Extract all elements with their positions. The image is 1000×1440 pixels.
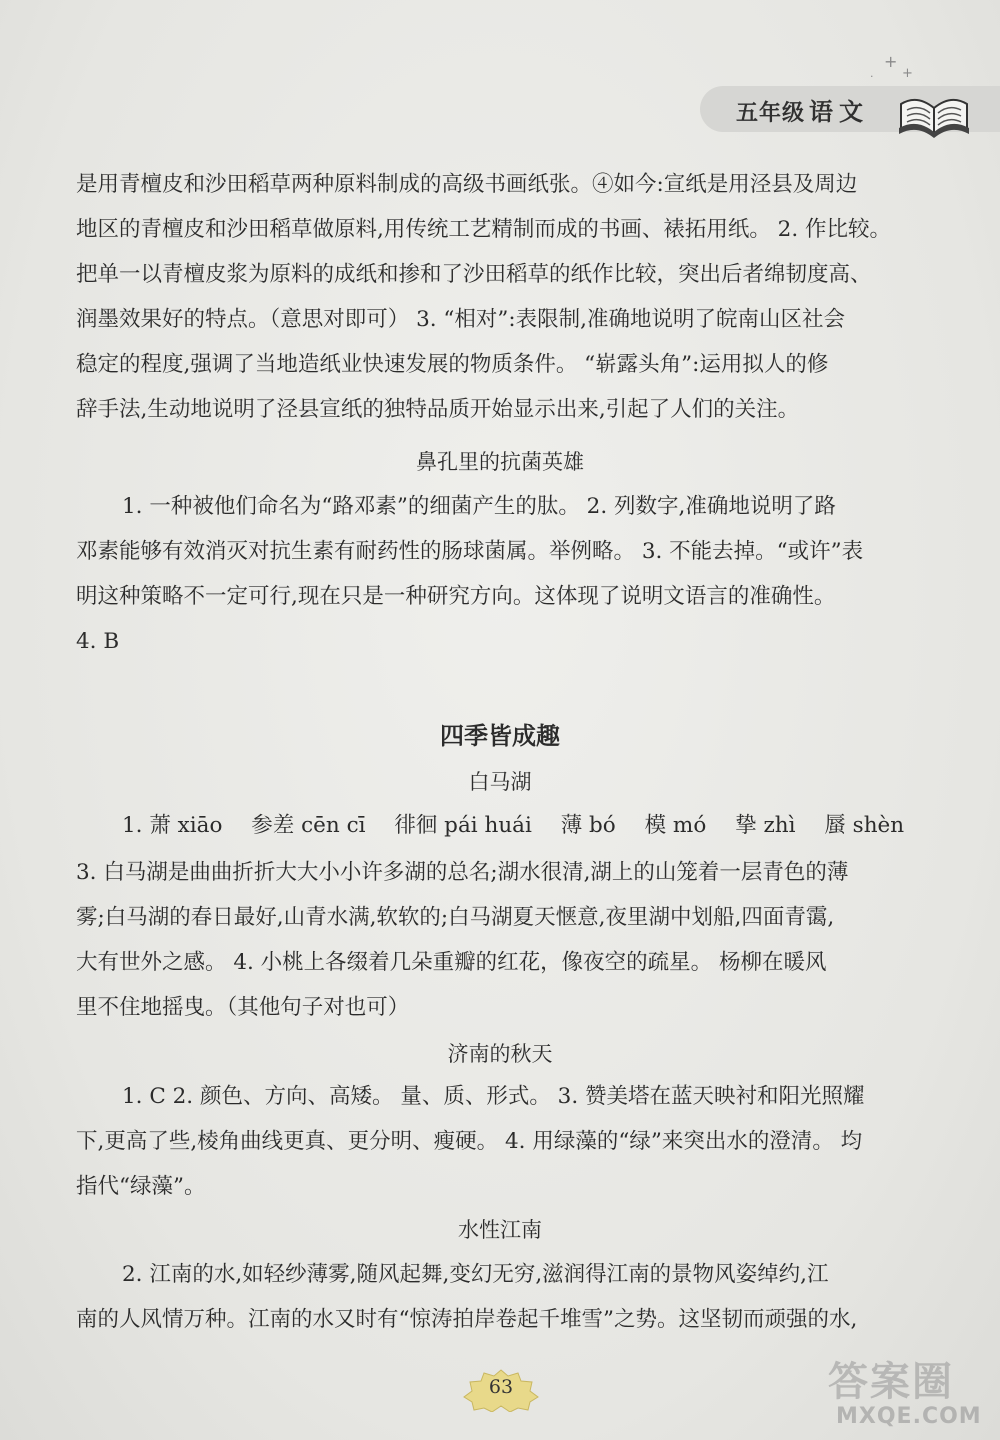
answer-block-baimahu: [76, 850, 926, 1030]
header-title: [736, 92, 869, 127]
watermark-url: MXQE.COM: [836, 1404, 982, 1429]
answer-block-bikong: [76, 484, 926, 664]
section-heading: 水性江南: [458, 1218, 542, 1242]
pinyin-item: 徘徊 pái huái: [394, 813, 532, 838]
text-line: 3. 白马湖是曲曲折折大大小小许多湖的总名;湖水很清,湖上的山笼着一层青色的薄: [76, 860, 849, 885]
text-line: 南的人风情万种。江南的水又时有“惊涛拍岸卷起千堆雪”之势。这坚韧而顽强的水,: [76, 1307, 858, 1332]
pinyin-item: 模 mó: [644, 813, 707, 838]
text-line: 1. C 2. 颜色、方向、高矮。 量、质、形式。 3. 赞美塔在蓝天映衬和阳光照耀: [122, 1084, 865, 1109]
header-subject: 语文: [809, 98, 870, 126]
text-line: 润墨效果好的特点。（意思对即可） 3. “相对”:表限制,准确地说明了皖南山区社会: [76, 307, 845, 332]
pinyin-answers: [76, 806, 926, 846]
answer-block-xuanzhi: [76, 162, 926, 432]
sparkle-icon: +: [884, 52, 898, 71]
text-line: 是用青檀皮和沙田稻草两种原料制成的高级书画纸张。④如今:宣纸是用泾县及周边: [76, 172, 858, 197]
text-line: 邓素能够有效消灭对抗生素有耐药性的肠球菌属。举例略。 3. 不能去掉。“或许”表: [76, 539, 864, 564]
answer-block-shuixing: [76, 1252, 926, 1342]
text-line: 把单一以青檀皮浆为原料的成纸和掺和了沙田稻草的纸作比较，突出后者绵韧度高、: [76, 262, 872, 287]
pinyin-item: 参差 cēn cī: [251, 813, 366, 838]
text-line: 2. 江南的水,如轻纱薄雾,随风起舞,变幻无穷,滋润得江南的景物风姿绰约,江: [122, 1262, 829, 1287]
pinyin-item: 挚 zhì: [735, 813, 796, 838]
text-line: 里不住地摇曳。（其他句子对也可）: [76, 995, 410, 1020]
text-line: 指代“绿藻”。: [76, 1174, 206, 1199]
text-line: 辞手法,生动地说明了泾县宣纸的独特品质开始显示出来,引起了人们的关注。: [76, 397, 800, 422]
text-line: 地区的青檀皮和沙田稻草做原料,用传统工艺精制而成的书画、裱拓用纸。 2. 作比较。: [76, 217, 892, 242]
page-number: 63: [488, 1376, 514, 1398]
section-heading: 济南的秋天: [447, 1042, 553, 1066]
text-line: 大有世外之感。 4. 小桃上各缀着几朵重瓣的红花，像夜空的疏星。 杨柳在暖风: [76, 950, 827, 975]
sparkle-icon: ·: [870, 70, 874, 83]
sparkle-icon: +: [902, 66, 913, 81]
watermark-logo: 答案圈: [828, 1359, 954, 1405]
text-line: 稳定的程度,强调了当地造纸业快速发展的物质条件。 “崭露头角”:运用拟人的修: [76, 352, 829, 377]
text-line: 1. 一种被他们命名为“路邓素”的细菌产生的肽。 2. 列数字,准确地说明了路: [122, 494, 836, 519]
section-heading: 白马湖: [468, 770, 532, 794]
pinyin-item: 蜃 shèn: [824, 813, 905, 838]
text-line: 雾;白马湖的春日最好,山青水满,软软的;白马湖夏天惬意,夜里湖中划船,四面青霭,: [76, 905, 835, 930]
answer-block-jinan: [76, 1074, 926, 1209]
pinyin-item: 薄 bó: [560, 813, 616, 838]
section-heading: 鼻孔里的抗菌英雄: [416, 450, 584, 474]
open-book-icon: [895, 82, 973, 140]
header-grade: 五年级: [736, 101, 806, 126]
text-line: 下,更高了些,棱角曲线更真、更分明、瘦硬。 4. 用绿藻的“绿”来突出水的澄清。 均: [76, 1129, 863, 1154]
text-line: 明这种策略不一定可行,现在只是一种研究方向。这体现了说明文语言的准确性。: [76, 584, 836, 609]
text-line: 4. B: [76, 629, 120, 654]
pinyin-item: 1. 萧 xiāo: [122, 813, 223, 838]
unit-title: 四季皆成趣: [440, 722, 560, 750]
